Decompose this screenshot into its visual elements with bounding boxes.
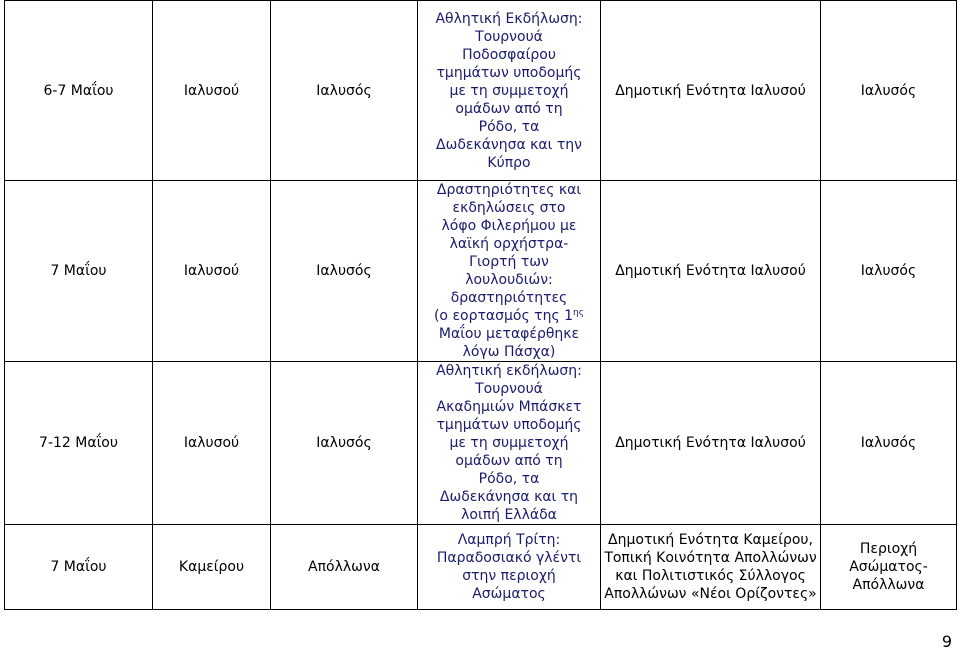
location-cell: Ιαλυσός — [821, 362, 957, 525]
organizer-line: Δημοτική Ενότητα Καμείρου, — [608, 532, 813, 548]
area-cell: Ιαλυσός — [271, 362, 418, 525]
event-line: λόφο Φιλερήμου με — [441, 218, 577, 234]
area-cell: Απόλλωνα — [271, 525, 418, 610]
event-line: Ρόδο, τα — [478, 118, 540, 135]
date-cell: 7 Μαΐου — [5, 181, 153, 362]
event-line: Ποδοσφαίρου — [462, 46, 556, 63]
event-line: δραστηριότητες — [450, 290, 568, 306]
location-cell — [821, 525, 957, 610]
event-line: Τουρνουά — [475, 28, 543, 45]
event-line: Αθλητική εκδήλωση: — [436, 363, 582, 379]
event-line: Δραστηριότητες και — [436, 182, 582, 198]
event-line: Λαμπρή Τρίτη: — [457, 532, 561, 548]
event-line: με τη συμμετοχή — [449, 435, 569, 451]
event-line: στην περιοχή — [462, 568, 556, 584]
event-line: Δωδεκάνησα και την — [436, 136, 582, 153]
table-row — [5, 362, 957, 525]
municipal-unit-cell: Ιαλυσού — [153, 1, 271, 181]
event-line: εκδηλώσεις στο — [452, 200, 566, 216]
event-note-text: (ο εορτασμός της 1 — [433, 308, 574, 324]
table-row — [5, 181, 957, 362]
event-line: τμημάτων υποδομής — [436, 417, 582, 433]
date-cell: 6-7 Μαΐου — [5, 1, 153, 181]
organizer-cell — [601, 525, 821, 610]
date-cell: 7-12 Μαΐου — [5, 362, 153, 525]
event-line: λουλουδιών: — [465, 272, 553, 288]
area-cell: Ιαλυσός — [271, 181, 418, 362]
event-description-cell — [418, 181, 601, 362]
event-line: Ρόδο, τα — [478, 471, 540, 487]
location-cell: Ιαλυσός — [821, 1, 957, 181]
organizer-cell: Δημοτική Ενότητα Ιαλυσού — [601, 1, 821, 181]
date-cell: 7 Μαΐου — [5, 525, 153, 610]
location-line: Απόλλωνα — [852, 577, 925, 593]
municipal-unit-cell: Ιαλυσού — [153, 181, 271, 362]
event-description-cell — [418, 362, 601, 525]
table-row — [5, 1, 957, 181]
location-cell: Ιαλυσός — [821, 181, 957, 362]
ordinal-superscript: ης — [573, 308, 585, 318]
event-line: Παραδοσιακό γλέντι — [436, 550, 582, 566]
location-line: Ασώματος- — [849, 559, 928, 575]
organizer-line: Τοπική Κοινότητα Απολλώνων — [604, 550, 817, 566]
area-cell: Ιαλυσός — [271, 1, 418, 181]
municipal-unit-cell: Ιαλυσού — [153, 362, 271, 525]
event-line: Ασώματος — [472, 586, 546, 602]
event-line: Ακαδημιών Μπάσκετ — [436, 399, 582, 415]
table-row — [5, 525, 957, 610]
event-description-cell — [418, 525, 601, 610]
organizer-cell: Δημοτική Ενότητα Ιαλυσού — [601, 181, 821, 362]
event-line: με τη συμμετοχή — [449, 82, 569, 99]
event-line: λοιπή Ελλάδα — [461, 507, 557, 523]
organizer-line: και Πολιτιστικός Σύλλογος — [615, 568, 806, 584]
event-line: Μαΐου μεταφέρθηκε — [438, 326, 580, 342]
event-line: τμημάτων υποδομής — [436, 64, 582, 81]
event-line: Γιορτή των — [469, 254, 549, 270]
event-line: ομάδων από τη — [455, 453, 563, 469]
event-line: ομάδων από τη — [455, 100, 563, 117]
page-number: 9 — [941, 632, 952, 651]
event-line: λόγω Πάσχα) — [462, 344, 556, 360]
location-line: Περιοχή — [859, 541, 918, 557]
event-line: Τουρνουά — [475, 381, 543, 397]
municipal-unit-cell: Καμείρου — [153, 525, 271, 610]
organizer-cell: Δημοτική Ενότητα Ιαλυσού — [601, 362, 821, 525]
event-description-cell — [418, 1, 601, 181]
event-line: Δωδεκάνησα και τη — [439, 489, 579, 505]
organizer-line: Απολλώνων «Νέοι Ορίζοντες» — [604, 586, 817, 602]
event-line: Κύπρο — [487, 154, 531, 171]
event-note-line — [420, 307, 598, 325]
event-line: λαϊκή ορχήστρα- — [449, 236, 569, 252]
event-line: Αθλητική Εκδήλωση: — [435, 10, 583, 27]
events-table — [4, 0, 957, 610]
